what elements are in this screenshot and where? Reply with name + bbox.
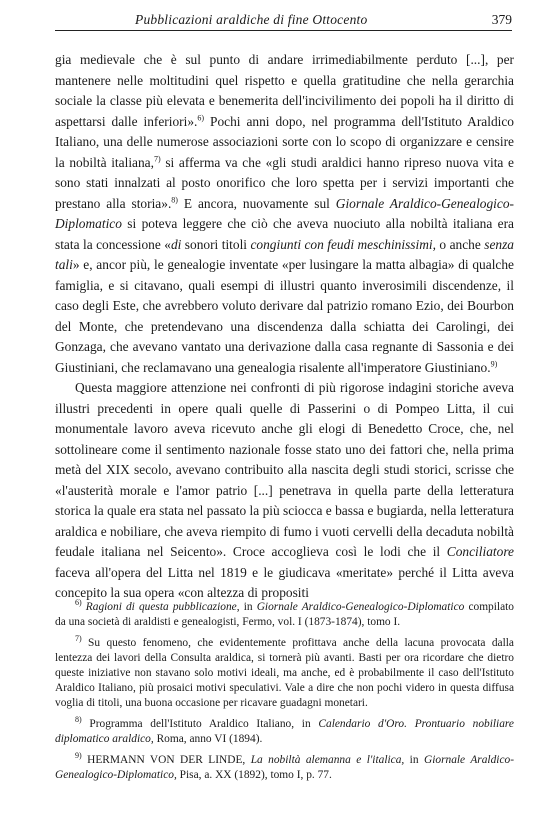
footnote-ref: 7) [75, 634, 82, 644]
italic-run: Giornale Araldico-Genealogico-Diplomatico [256, 601, 465, 613]
text-run: gia medievale che è sul punto di andare irrimediabilmente perduto [...], per mantenere nelle moltitudini quel rispetto e quella gratitudine che nella gerarchia sociale la classe più elevata e benemerita dell'incivilimento dei popoli ha il diritto di aspettarsi dalle inferiori». [55, 52, 514, 129]
italic-run: Giornale Araldico-Genealogico-Diplomatico, [55, 754, 514, 781]
text-run: faceva all'opera del Litta nel 1819 e le giudicava «meritate» perché il Litta aveva concepito la sua opera «con altezza di propositi [55, 564, 514, 600]
footnote [55, 753, 514, 783]
italic-run: La nobiltà alemanna e l'italica, [250, 754, 405, 766]
italic-run: congiunti con feudi meschinissimi, [250, 236, 436, 252]
text-run: compilato da una società di araldisti e genealogisti, Fermo, vol. I (1873-1874), tomo I. [55, 601, 514, 628]
running-title: Pubblicazioni araldiche di fine Ottocento [135, 12, 368, 27]
footnote-ref: 7) [153, 154, 161, 164]
paragraph [55, 50, 514, 378]
footnote [55, 636, 514, 711]
text-run: Pochi anni dopo, nel programma dell'Istituto Araldico Italiano, una delle numerose associazioni sorte con lo scopo di organizzare e censire la nobiltà italiana, [55, 113, 515, 170]
italic-run: Ragioni di questa pubblicazione [85, 601, 237, 613]
text-run: si afferma va che «gli studi araldici hanno ripreso nuova vita e sono stati innalzati al posto onorifico che loro spetta per i servizi importanti che prestano alla storia». [55, 154, 514, 211]
footnote-ref: 8) [171, 195, 178, 205]
running-header [55, 12, 512, 31]
text-run: in [404, 754, 424, 766]
page-number: 379 [491, 12, 512, 27]
text-run: Roma, anno VI (1894). [153, 733, 263, 745]
main-text [55, 50, 514, 604]
footnote [55, 600, 514, 630]
text-run: Questa maggiore attenzione nei confronti di più rigorose indagini storiche aveva illustri precedenti in opere quali quelle di Passerini o di Pompeo Litta, il cui monumentale lavoro aveva ricevuto anche gli elogi di Benedetto Croce, che, nel sottolineare come il sentimento nazionale fosse stato uno dei fattori che, nella prima metà del XIX secolo, avevano contribuito alla nascita degli studi storici, scrisse che «l'austerità morale e l'amor patrio [...] penetrava in quella parte della letteratura storica la quale era stata nel passato la più sciocca e bassa e bugiarda, nella letteratura araldica e nobiliare, che aveva riempito di fumo i vuoti cervelli della decaduta nobiltà feudale italiana nel Seicento». Croce accoglieva così le lodi che il [55, 380, 514, 559]
italic-run: di [170, 236, 182, 252]
footnotes [55, 600, 514, 789]
text-run: o anche [435, 236, 485, 252]
text-run: , in [236, 601, 257, 613]
text-run: sonori titoli [181, 236, 251, 252]
text-run: E ancora, nuovamente sul [177, 195, 336, 211]
footnote-ref: 8) [75, 715, 82, 725]
footnote-ref: 6) [75, 598, 82, 608]
text-run: Programma dell'Istituto Araldico Italiano, in [81, 718, 319, 730]
text-run: Su questo fenomeno, che evidentemente profittava anche della lacuna provocata dalla lentezza dei lavori della Consulta araldica, si tornerà più avanti. Basti per ora ricordare che dietro queste iniziative non stavano solo motivi ideali, ma anche, ed è probabilmente il caso dell'Istituto Araldico Italiano, più prosaici motivi speculativi. Vale a dire che non pochi videro in questa diffusa voglia di titoli, una buona occasione per ricavare guadagni monetari. [55, 637, 514, 709]
text-run: HERMANN VON DER LINDE, [81, 754, 251, 766]
paragraph [55, 378, 514, 604]
italic-run: senza tali [55, 236, 514, 272]
text-run: » e, ancor più, le genealogie inventate «per lusingare la matta albagia» di qualche famiglia, e si citavano, quali esempi di illustri quanto inverosimili discendenze, il caso degli Este, che avrebbero voluto derivare dal patrizio romano Ezio, dei Bourbon del Monte, che pretendevano una discendenza dalla schiatta dei Carolingi, dei Gonzaga, che avevano vantato una derivazione dalla casa regnante di Sassonia e dei Giustiniani, che reclamavano una genealogia risalente all'imperatore Giustiniano. [55, 257, 514, 375]
text-run: si poteva leggere che ciò che aveva nuociuto alla nobiltà italiana era stata la concessione « [55, 216, 514, 252]
footnote-ref: 6) [197, 113, 205, 123]
italic-run: Conciliatore [446, 544, 514, 559]
italic-run: Giornale Araldico-Genealogico-Diplomatico [55, 195, 514, 231]
text-run: Pisa, a. XX (1892), tomo I, p. 77. [176, 769, 332, 781]
footnote [55, 717, 514, 747]
footnote-ref: 9) [75, 751, 82, 761]
italic-run: Calendario d'Oro. Prontuario nobiliare diplomatico araldico, [55, 718, 514, 745]
footnote-ref: 9) [490, 359, 498, 369]
